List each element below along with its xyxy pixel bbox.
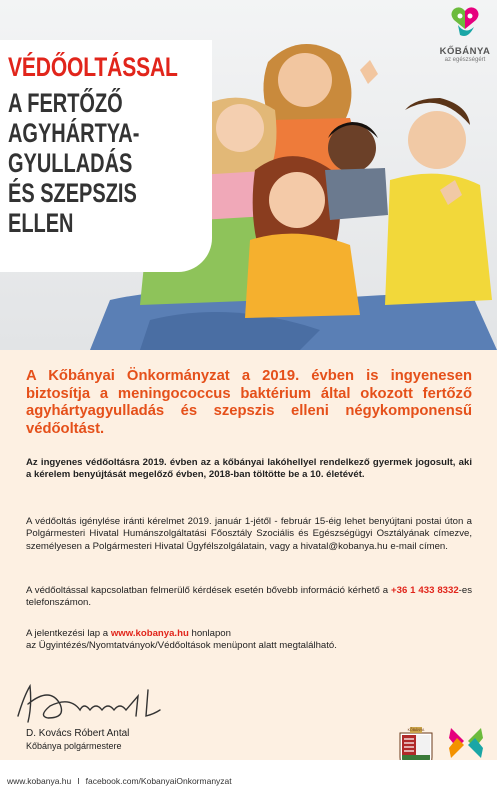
headline-text: A FERTŐZŐ AGYHÁRTYA- GYULLADÁS ÉS SZEPSZIS ELLEN: [8, 88, 140, 238]
logo-tagline: az egészségért: [444, 57, 486, 63]
phone-number[interactable]: +36 1 433 8332: [391, 585, 459, 596]
form-paragraph: [26, 628, 472, 653]
signatory-title: Kőbánya polgármestere: [26, 741, 122, 751]
crest-label: KŐBÁNYA: [407, 728, 425, 732]
content-section: [0, 350, 497, 760]
logo-name: KŐBÁNYA: [439, 46, 491, 57]
kobanya-health-logo: [437, 5, 493, 63]
lead-paragraph: A Kőbányai Önkormányzat a 2019. évben is ingyenesen biztosítja a meningococcus baktérium által okozott fertőző agyhártyagyulladás és szepszis elleni négykomponensű védőoltást.: [26, 368, 472, 437]
footer: [0, 760, 497, 793]
footer-separator: I: [77, 776, 80, 786]
contact-text-end: -es telefonszámon.: [26, 585, 472, 609]
headline-accent: VÉDŐOLTÁSSAL: [8, 52, 178, 82]
form-text-end: honlapon az Ügyintézés/Nyomtatványok/Védőoltások menüpont alatt megtalálható.: [26, 628, 337, 652]
footer-facebook-link[interactable]: facebook.com/KobanyaiOnkormanyzat: [85, 776, 232, 786]
form-text: A jelentkezési lap a: [26, 628, 111, 639]
website-link[interactable]: www.kobanya.hu: [110, 628, 189, 639]
footer-links: [7, 776, 232, 786]
kobanya-heart-icon: [448, 5, 482, 41]
footer-website-link[interactable]: www.kobanya.hu: [7, 776, 72, 786]
signatory-name: D. Kovács Róbert Antal: [26, 728, 130, 739]
eligibility-paragraph: Az ingyenes védőoltásra 2019. évben az a kőbányai lakóhellyel rendelkező gyermek jogosult, aki a kérelem benyújtását megelőző évben, 2018-ban töltötte be a 10. életévét.: [26, 457, 472, 481]
hero-section: [0, 0, 497, 350]
contact-paragraph: [26, 585, 472, 610]
kobanya-x-icon: [447, 726, 485, 760]
signature-image: [10, 676, 170, 728]
contact-text: A védőoltással kapcsolatban felmerülő kérdések esetén bővebb információ kérhető a: [26, 585, 391, 596]
application-paragraph: A védőoltás igénylése iránti kérelmet 2019. január 1-jétől - február 15-éig lehet benyújtani postai úton a Polgármesteri Hivatal Humánszolgáltatási Főosztály Szociális és Egészségügyi Osztályának címezve, személyesen a Polgármesteri Hivatal Ügyfélszolgálatain, vagy a hivatal@kobanya.hu e-mail címen.: [26, 516, 472, 552]
